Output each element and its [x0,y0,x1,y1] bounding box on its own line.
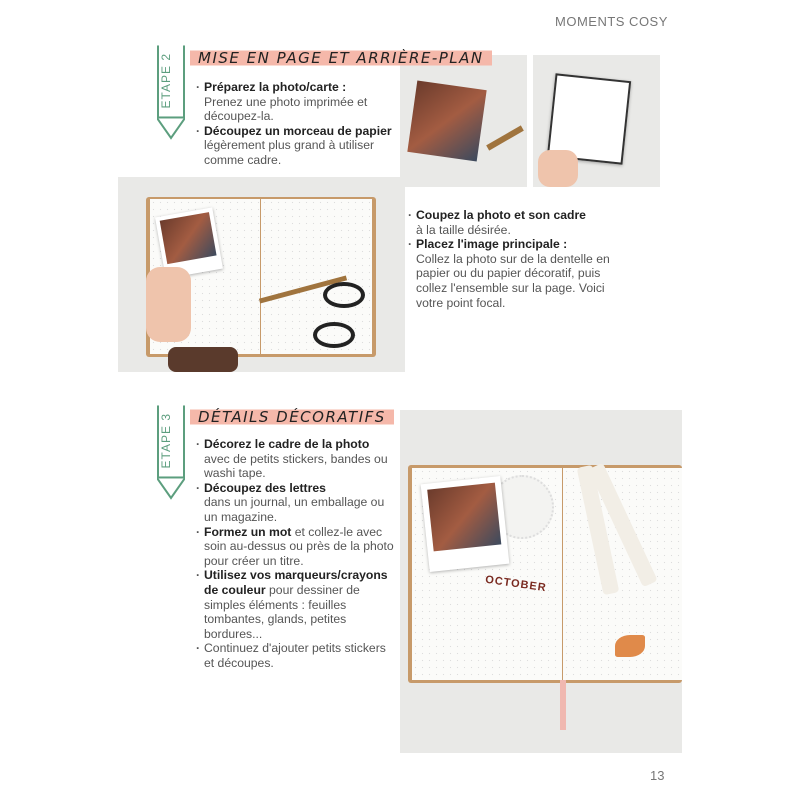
step-2-tag-label: ETAPE 2 [157,45,185,118]
list-item: · Coupez la photo et son cadre à la taille désirée. [408,208,618,237]
list-item: · Découpez un morceau de papier légèrement plus grand à utiliser comme cadre. [196,124,396,168]
list-item: · Découpez des lettres dans un journal, un emballage ou un magazine. [196,481,396,525]
photo-notebook-scissors [118,177,405,372]
photo-decorated-notebook [400,410,682,753]
ribbon-point-icon [157,478,185,500]
cutout-letters: OCTOBER [484,573,548,595]
list-item: · Formez un mot et collez-le avec soin au-dessus ou près de la photo pour créer un titre. [196,525,396,569]
step-2-list-continued [408,208,618,310]
photo-printed-photo [400,55,527,187]
step-3-title: DÉTAILS DÉCORATIFS [190,406,394,428]
ribbon-point-icon [157,118,185,140]
list-item: · Préparez la photo/carte : Prenez une photo imprimée et découpez-la. [196,80,396,124]
photo-paper-frame [533,55,660,187]
page-number: 13 [650,768,665,783]
step-2-tag [157,45,185,140]
step-3-list [196,437,396,671]
running-header: MOMENTS COSY [555,14,668,29]
list-item: · Utilisez vos marqueurs/crayons de couleur pour dessiner de simples éléments : feuilles tombantes, glands, petites bordures... [196,568,396,641]
list-item: · Placez l'image principale : Collez la photo sur de la dentelle en papier ou du papier décoratif, puis collez l'ensemble sur la page. Voici votre point focal. [408,237,618,310]
list-item: · Continuez d'ajouter petits stickers et découpes. [196,641,396,670]
step-3-tag-label: ETAPE 3 [157,405,185,478]
step-2-list [196,80,396,168]
list-item: · Décorez le cadre de la photo avec de petits stickers, bandes ou washi tape. [196,437,396,481]
step-2-title: MISE EN PAGE ET ARRIÈRE-PLAN [190,47,492,69]
step-3-tag [157,405,185,500]
